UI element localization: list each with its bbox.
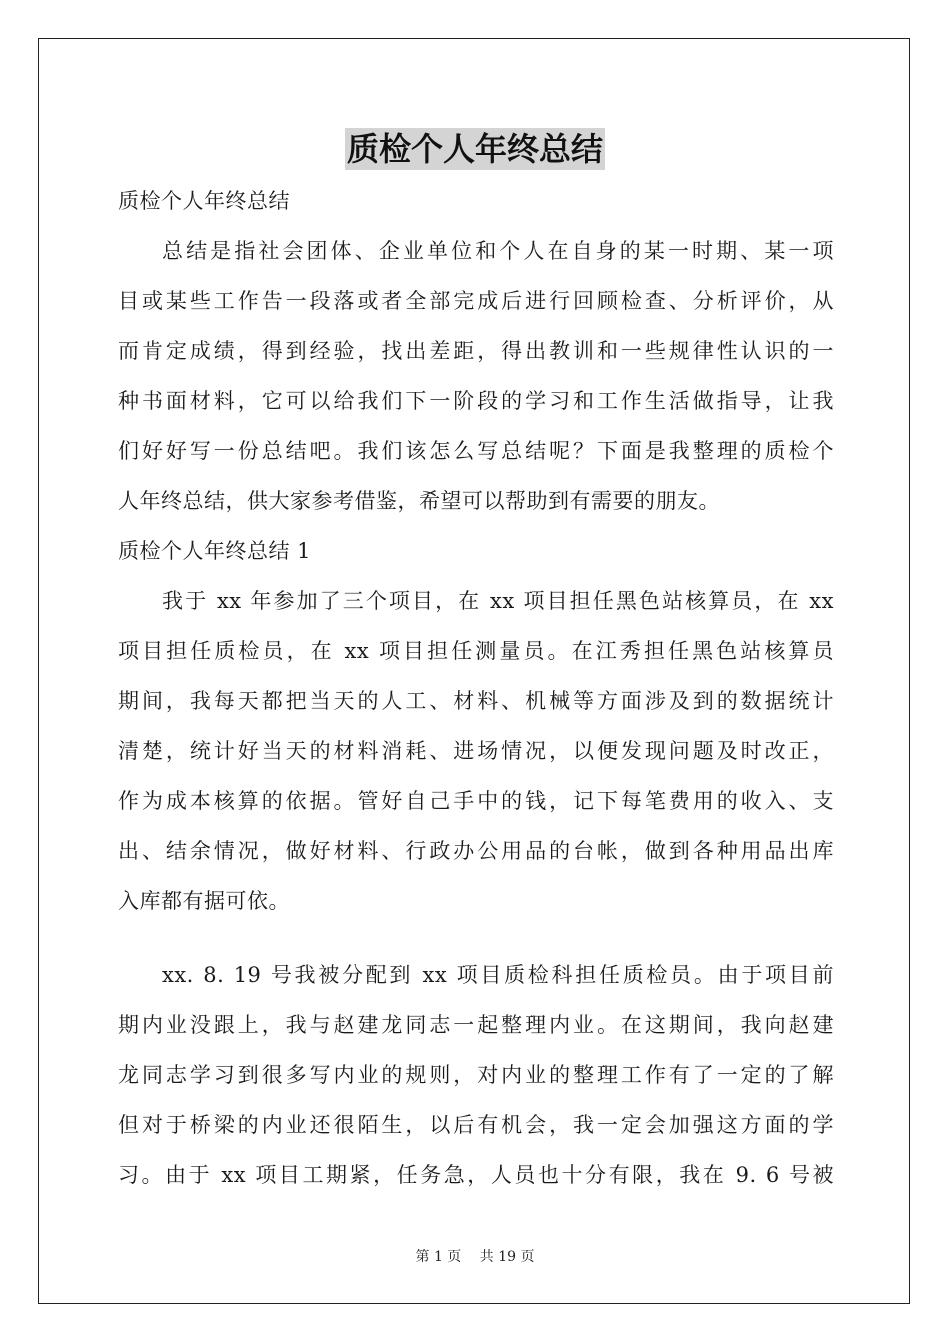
paragraph-line: 项目担任质检员，在 xx 项目担任测量员。在江秀担任黑色站核算员: [118, 639, 834, 663]
intro-line: 人年终总结，供大家参考借鉴，希望可以帮助到有需要的朋友。: [118, 489, 720, 513]
intro-line: 目或某些工作告一段落或者全部完成后进行回顾检查、分析评价，从: [118, 289, 834, 313]
paragraph-spacer: [118, 926, 834, 950]
document-title: 质检个人年终总结: [346, 130, 603, 168]
page-number-footer: 第 1 页 共 19 页: [415, 1249, 535, 1265]
intro-line: 而肯定成绩，得到经验，找出差距，得出教训和一些规律性认识的一: [118, 339, 834, 363]
document-title-block: [0, 128, 950, 172]
subtitle-line: 质检个人年终总结: [118, 189, 290, 213]
document-body: [118, 176, 834, 1200]
section-heading: 质检个人年终总结 1: [118, 539, 312, 563]
intro-line: 总结是指社会团体、企业单位和个人在自身的某一时期、某一项: [162, 239, 834, 263]
paragraph-line: 期内业没跟上，我与赵建龙同志一起整理内业。在这期间，我向赵建: [118, 1013, 834, 1037]
paragraph-line: 但对于桥梁的内业还很陌生，以后有机会，我一定会加强这方面的学: [118, 1113, 834, 1137]
paragraph-line: 入库都有据可依。: [118, 889, 290, 913]
paragraph-line: 期间，我每天都把当天的人工、材料、机械等方面涉及到的数据统计: [118, 689, 834, 713]
intro-line: 们好好写一份总结吧。我们该怎么写总结呢？下面是我整理的质检个: [118, 439, 834, 463]
paragraph-line: 习。由于 xx 项目工期紧，任务急，人员也十分有限，我在 9. 6 号被: [118, 1163, 834, 1187]
paragraph-line: 龙同志学习到很多写内业的规则，对内业的整理工作有了一定的了解: [118, 1063, 834, 1087]
paragraph-line: xx. 8. 19 号我被分配到 xx 项目质检科担任质检员。由于项目前: [162, 963, 834, 987]
paragraph-line: 出、结余情况，做好材料、行政办公用品的台帐，做到各种用品出库: [118, 839, 834, 863]
intro-line: 种书面材料，它可以给我们下一阶段的学习和工作生活做指导，让我: [118, 389, 834, 413]
paragraph-line: 作为成本核算的依据。管好自己手中的钱，记下每笔费用的收入、支: [118, 789, 834, 813]
paragraph-line: 清楚，统计好当天的材料消耗、进场情况，以便发现问题及时改正，: [118, 739, 834, 763]
paragraph-line: 我于 xx 年参加了三个项目，在 xx 项目担任黑色站核算员，在 xx: [162, 589, 834, 613]
